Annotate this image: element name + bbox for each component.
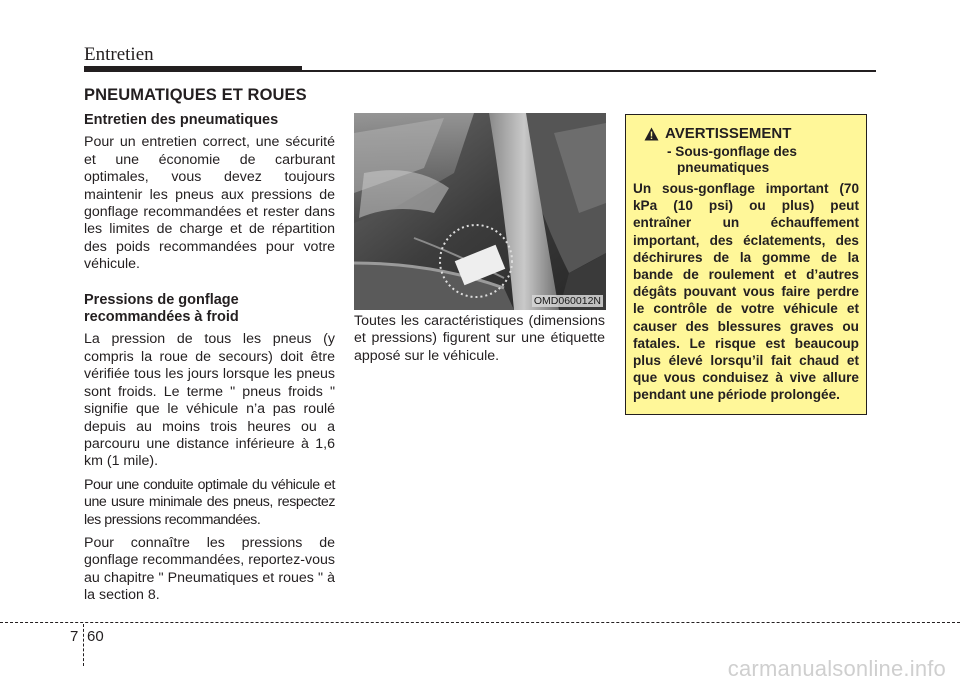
warning-box xyxy=(625,114,867,415)
section-title: PNEUMATIQUES ET ROUES xyxy=(84,86,307,104)
warning-header xyxy=(644,125,859,142)
paragraph-see-chapter: Pour connaître les pressions de gonflage recommandées, reportez-vous au chapitre " Pneumatiques et roues " à la section 8. xyxy=(84,534,335,604)
paragraph-cold-pressure: La pression de tous les pneus (y compris la roue de secours) doit être vérifiée tous les jours lorsque les pneus sont froids. Le terme " pneus froids " signifie que le véhicule n’a pas roulé depuis au moins trois heures ou a parcouru une distance inférieure à 1,6 km (1 mile). xyxy=(84,331,335,470)
paragraph-label-info: Toutes les caractéristiques (dimensions et pressions) figurent sur une étiquette apposé sur le véhicule. xyxy=(354,313,605,364)
heading-cold-pressure xyxy=(84,292,335,327)
header-title: Entretien xyxy=(84,44,154,65)
heading-cold-pressure-line2: recommandées à froid xyxy=(84,309,239,326)
warning-subtitle-line1: - Sous-gonflage des xyxy=(667,144,797,159)
column-middle xyxy=(354,313,605,365)
watermark: carmanualsonline.info xyxy=(727,656,946,681)
column-left xyxy=(84,112,335,605)
paragraph-optimal-driving: Pour une conduite optimale du véhicule et une usure minimale des pneus, respectez les pressions recommandées. xyxy=(84,476,335,528)
header-rule xyxy=(84,66,302,72)
warning-subtitle-line2: pneumatiques xyxy=(677,160,770,175)
chapter-number: 7 xyxy=(70,628,79,645)
paragraph-tire-care: Pour un entretien correct, une sécurité et une économie de carburant optimales, vous devez toujours maintenir les pneus aux pressions de gonflage recommandées et rester dans les limites de charge et de répartition des poids recommandées pour votre véhicule. xyxy=(84,134,335,273)
warning-triangle-icon xyxy=(644,127,659,141)
figure-code: OMD060012N xyxy=(533,295,601,307)
footer-divider xyxy=(83,624,84,666)
header-rule-thin xyxy=(302,70,876,72)
tire-label-photo xyxy=(354,113,606,310)
heading-cold-pressure-line1: Pressions de gonflage xyxy=(84,291,239,308)
door-pillar-illustration xyxy=(354,113,606,310)
page-number: 60 xyxy=(87,628,104,645)
warning-subtitle xyxy=(667,144,859,176)
footer-rule xyxy=(0,622,960,623)
warning-body: Un sous-gonflage important (70 kPa (10 psi) ou plus) peut entraîner un échauffement important, des éclatements, des déchirures de la gomme de la bande de roulement et d’autres dégâts pouvant vous faire perdre le contrôle de votre véhicule et causer des blessures graves ou fatales. Le risque est beaucoup plus élevé lorsqu’il fait chaud et que vous conduisez à vive allure pendant une période prolongée. xyxy=(633,181,859,403)
heading-tire-care: Entretien des pneumatiques xyxy=(84,112,279,128)
warning-title: AVERTISSEMENT xyxy=(665,125,792,142)
